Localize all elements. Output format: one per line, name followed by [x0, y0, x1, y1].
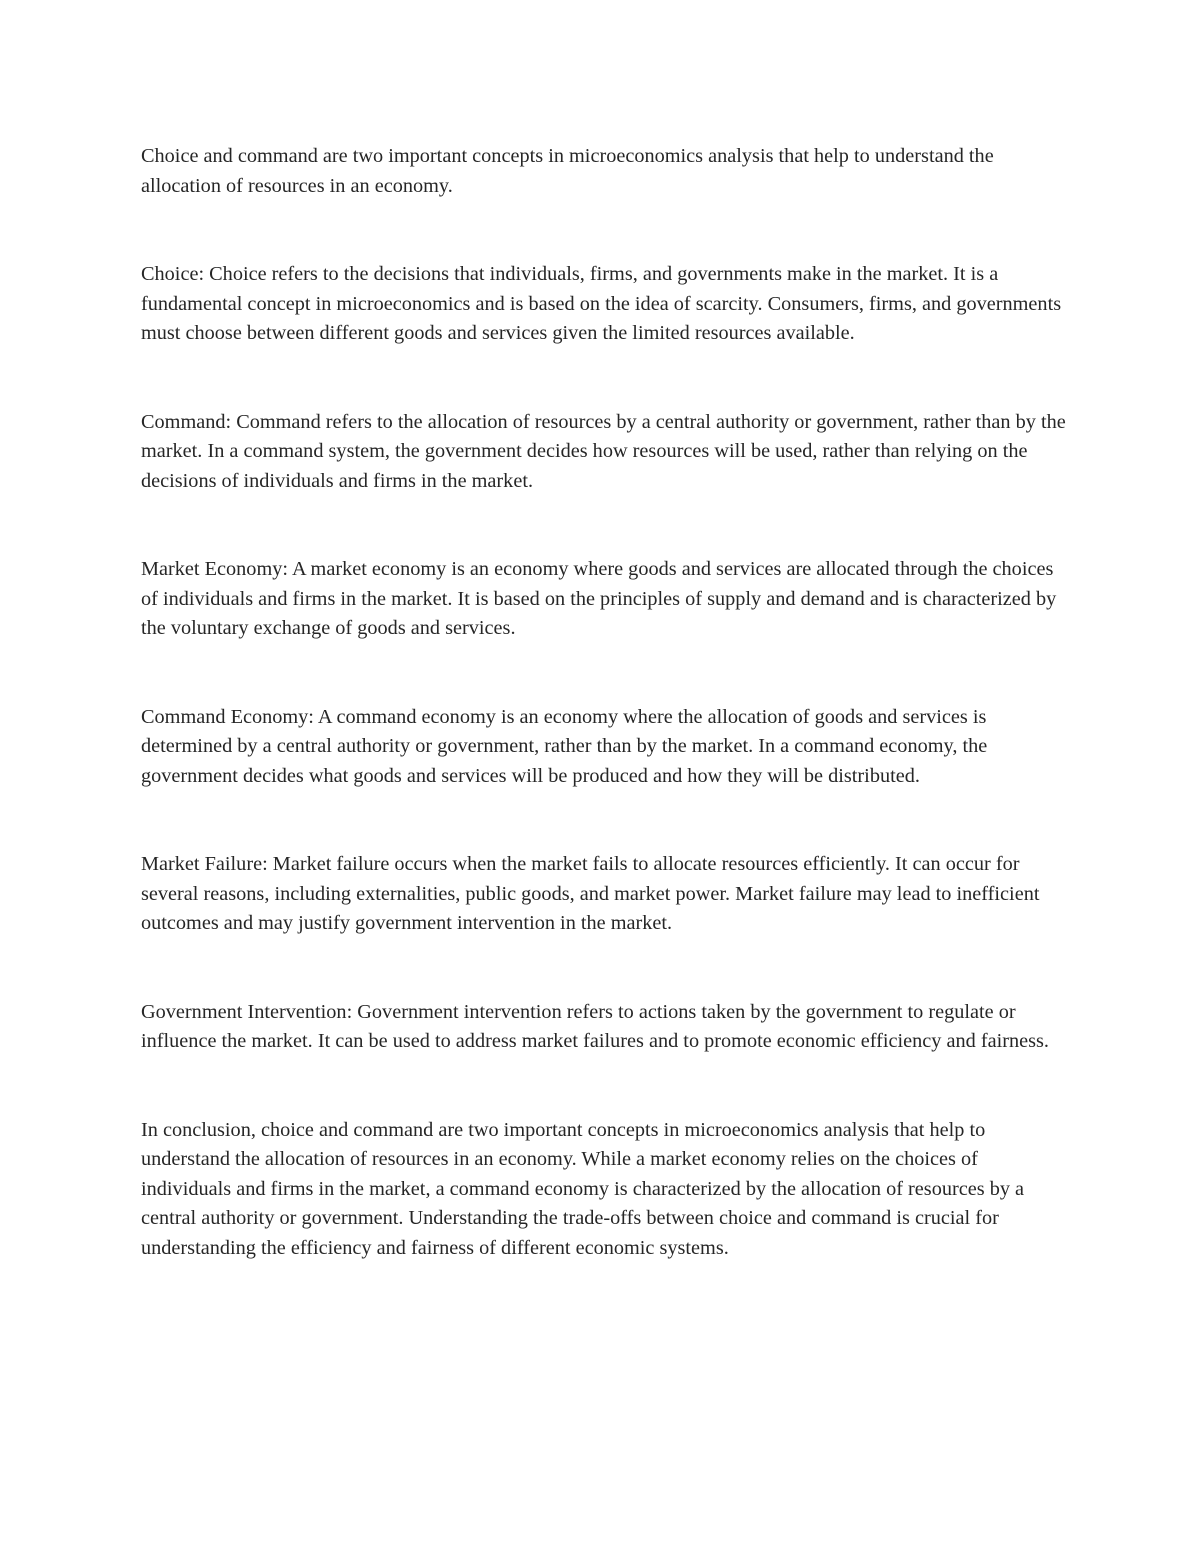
conclusion-paragraph: In conclusion, choice and command are two important concepts in microeconomics analysis that help to understand the allocation of resources in an economy. While a market economy relies on the choices of individuals and firms in the market, a command economy is characterized by the allocation of resources by a central authority or government. Understanding the trade-offs between choice and command is crucial for understanding the efficiency and fairness of different economic systems.: [141, 1118, 1025, 1259]
command-paragraph: Command: Command refers to the allocation of resources by a central authority or government, rather than by the market. In a command system, the government decides how resources will be used, rather than relying on the decisions of individuals and firms in the market.: [141, 410, 1066, 492]
document-body: [141, 142, 1071, 1263]
choice-paragraph: Choice: Choice refers to the decisions that individuals, firms, and governments make in the market. It is a fundamental concept in microeconomics and is based on the idea of scarcity. Consumers, firms, and governments must choose between different goods and services given the limited resources available.: [141, 263, 1062, 344]
government-intervention-paragraph: Government Intervention: Government intervention refers to actions taken by the government to regulate or influence the market. It can be used to address market failures and to promote economic efficiency and fairness.: [141, 1000, 1049, 1052]
market-failure-paragraph: Market Failure: Market failure occurs when the market fails to allocate resources efficiently. It can occur for several reasons, including externalities, public goods, and market power. Market failure may lead to inefficient outcomes and may justify government intervention in the market.: [141, 853, 1040, 934]
intro-paragraph: Choice and command are two important concepts in microeconomics analysis that help to understand the allocation of resources in an economy.: [141, 145, 994, 197]
command-economy-paragraph: Command Economy: A command economy is an economy where the allocation of goods and services is determined by a central authority or government, rather than by the market. In a command economy, the government decides what goods and services will be produced and how they will be distributed.: [141, 705, 988, 787]
market-economy-paragraph: Market Economy: A market economy is an economy where goods and services are allocated through the choices of individuals and firms in the market. It is based on the principles of supply and demand and is characterized by the voluntary exchange of goods and services.: [141, 558, 1057, 639]
